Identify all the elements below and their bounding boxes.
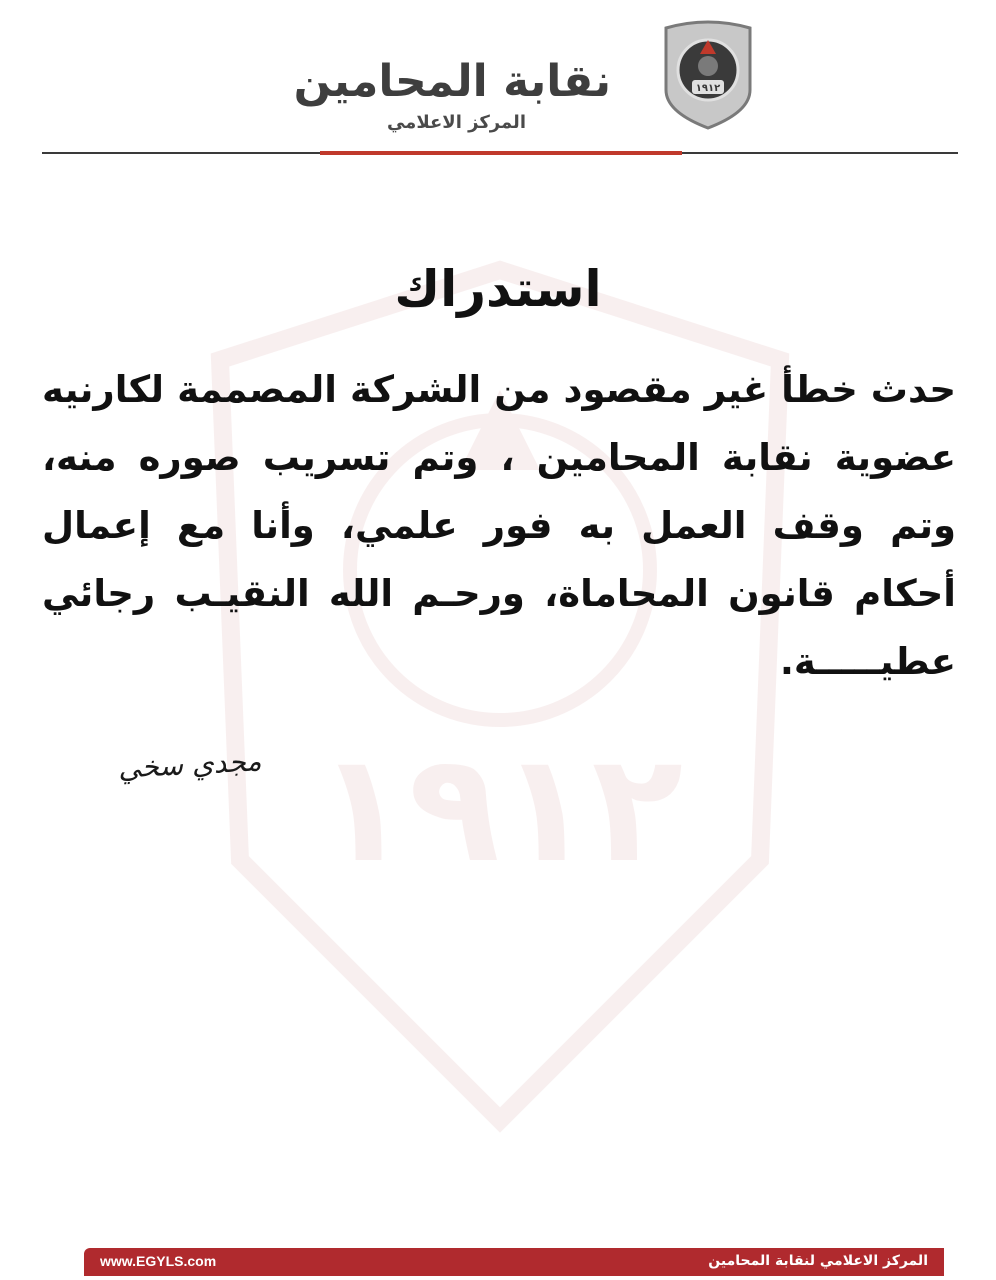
- document-body: حدث خطأ غير مقصود من الشركة المصممة لكارنيه عضوية نقابة المحامين ، وتم تسريب صوره منه، وتم وقف العمل به فور علمي، وأنا مع إعمال أحكام قانون المحاماة، ورحـم الله النقيـب رجائي عطيـــــة.: [42, 368, 956, 683]
- logo-year: ١٩١٢: [695, 83, 721, 94]
- header-divider-accent: [320, 151, 682, 155]
- footer-url[interactable]: www.EGYLS.com: [100, 1253, 217, 1269]
- signature: مجدي سخي: [117, 744, 263, 785]
- syndicate-logo: [658, 20, 758, 132]
- header-subtitle: المركز الاعلامي: [386, 112, 526, 133]
- footer-label: المركز الاعلامي لنقابة المحامين: [708, 1253, 928, 1269]
- footer-bar: [84, 1248, 944, 1276]
- header-title: نقابة المحامين: [293, 56, 611, 107]
- watermark-year: ١٩١٢: [316, 722, 684, 896]
- document-title: استدراك: [394, 260, 602, 318]
